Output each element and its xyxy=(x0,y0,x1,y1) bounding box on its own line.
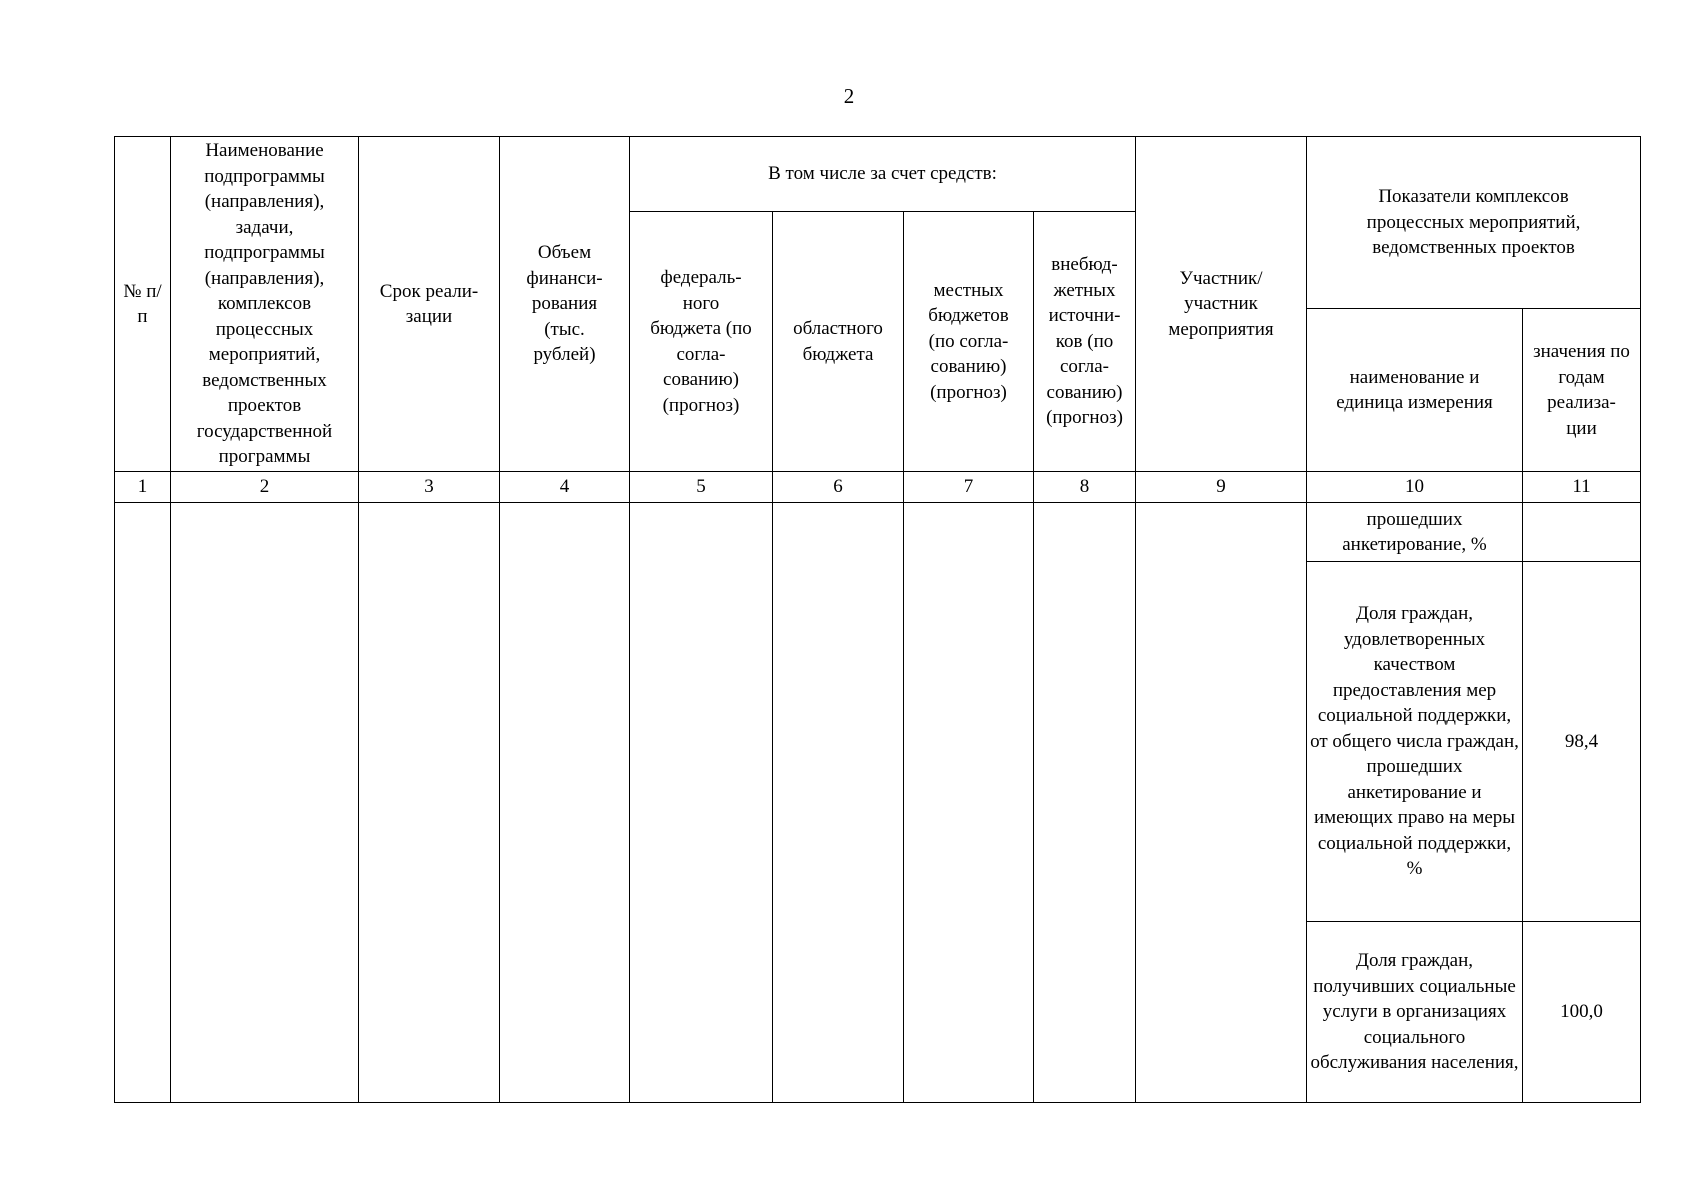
column-number: 11 xyxy=(1523,472,1641,503)
cell-number xyxy=(115,503,171,1103)
indicator-value: 100,0 xyxy=(1523,922,1641,1103)
cell-term xyxy=(359,503,500,1103)
indicator-name: Доля граждан, удовлетворенных качеством предоставления мер социальной поддержки, от общего числа граждан, прошедших анкетирование и имеющих право на меры социальной поддержки, % xyxy=(1307,562,1523,922)
header-col-local: местных бюджетов (по согла- сованию) (прогноз) xyxy=(904,212,1034,472)
indicator-name: прошедших анкетирование, % xyxy=(1307,503,1523,562)
header-col-number: № п/п xyxy=(115,137,171,472)
table-row xyxy=(115,503,1641,562)
header-col-indicator-name: наименование и единица измерения xyxy=(1307,309,1523,472)
cell-extrabudget xyxy=(1034,503,1136,1103)
program-table xyxy=(114,136,1641,1103)
header-group-indicators: Показатели комплексов процессных мероприятий, ведомственных проектов xyxy=(1307,137,1641,309)
header-col-regional: областного бюджета xyxy=(773,212,904,472)
header-row-1 xyxy=(115,137,1641,212)
cell-volume xyxy=(500,503,630,1103)
header-col-name: Наименование подпрограммы (направления), задачи, подпрограммы (направления), комплексов процессных мероприятий, ведомственных проектов государственной программы xyxy=(171,137,359,472)
column-number: 3 xyxy=(359,472,500,503)
column-number: 6 xyxy=(773,472,904,503)
header-col-term: Срок реали- зации xyxy=(359,137,500,472)
column-numbers-row xyxy=(115,472,1641,503)
header-col-federal: федераль- ного бюджета (по согла- сованию) (прогноз) xyxy=(630,212,773,472)
column-number: 4 xyxy=(500,472,630,503)
column-number: 1 xyxy=(115,472,171,503)
column-number: 8 xyxy=(1034,472,1136,503)
column-number: 10 xyxy=(1307,472,1523,503)
column-number: 5 xyxy=(630,472,773,503)
column-number: 2 xyxy=(171,472,359,503)
cell-name xyxy=(171,503,359,1103)
indicator-value xyxy=(1523,503,1641,562)
cell-local xyxy=(904,503,1034,1103)
header-col-indicator-values: значения по годам реализа- ции xyxy=(1523,309,1641,472)
header-col-participant: Участник/ участник мероприятия xyxy=(1136,137,1307,472)
header-col-extrabudget: внебюд- жетных источни- ков (по согла- сованию) (прогноз) xyxy=(1034,212,1136,472)
page-number: 2 xyxy=(843,84,855,108)
column-number: 7 xyxy=(904,472,1034,503)
column-number: 9 xyxy=(1136,472,1307,503)
indicator-value: 98,4 xyxy=(1523,562,1641,922)
cell-federal xyxy=(630,503,773,1103)
cell-participant xyxy=(1136,503,1307,1103)
cell-regional xyxy=(773,503,904,1103)
header-group-funds: В том числе за счет средств: xyxy=(630,137,1136,212)
header-col-volume: Объем финанси- рования (тыс. рублей) xyxy=(500,137,630,472)
indicator-name: Доля граждан, получивших социальные услуги в организациях социального обслуживания населения, xyxy=(1307,922,1523,1103)
